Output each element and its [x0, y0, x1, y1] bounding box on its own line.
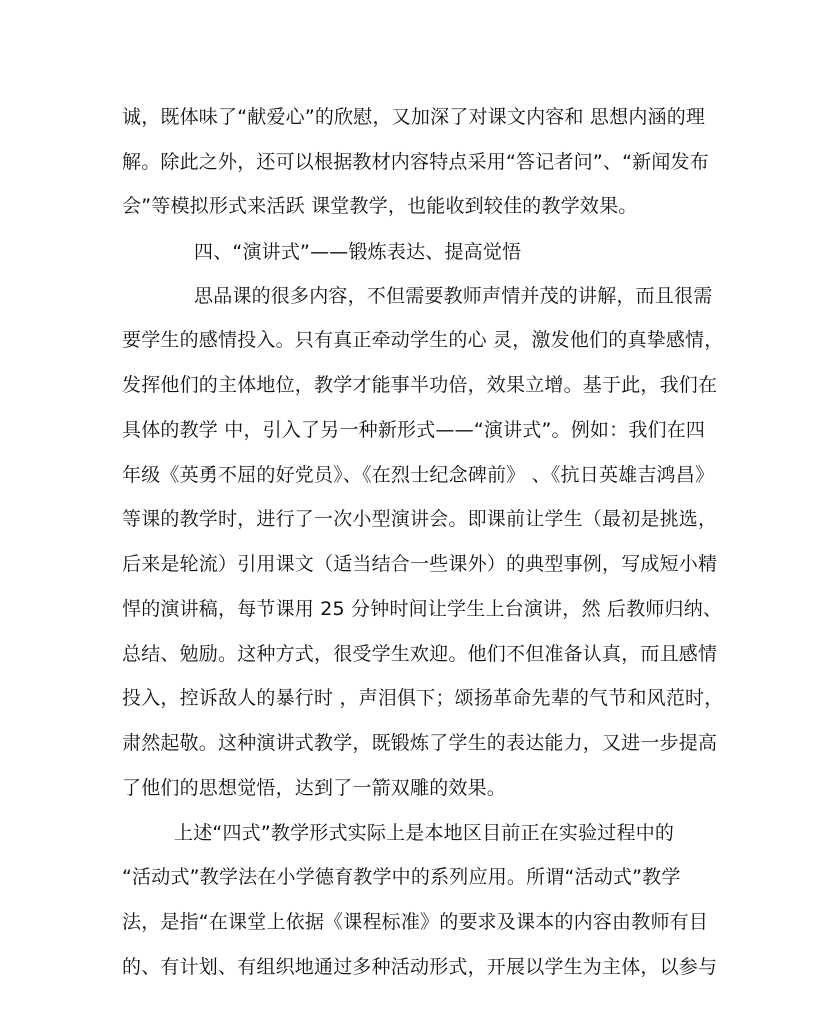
text-line: 后来是轮流）引用课文（适当结合一些课外）的典型事例，写成短小精 — [122, 553, 718, 575]
text-line: 解。除此之外，还可以根据教材内容特点采用“答记者问”、“新闻发布 — [122, 151, 709, 173]
text-line: 诚，既体味了“献爱心”的欣慰，又加深了对课文内容和 思想内涵的理 — [122, 106, 706, 128]
text-line: 年级《英勇不屈的好党员》、《在烈士纪念碑前》 、《抗日英雄吉鸿昌》 — [122, 464, 715, 486]
text-line: 上述“四式”教学形式实际上是本地区目前正在实验过程中的 — [174, 822, 675, 844]
text-line: 思品课的很多内容，不但需要教师声情并茂的讲解，而且很需 — [194, 285, 713, 307]
text-line: 肃然起敬。这种演讲式教学，既锻炼了学生的表达能力，又进一步提高 — [122, 732, 718, 754]
text-line: 法，是指“在课堂上依据《课程标准》的要求及课本的内容由教师有目 — [122, 911, 709, 933]
text-line: 具体的教学 中，引入了另一种新形式——“演讲式”。例如：我们在四 — [122, 419, 706, 441]
text-line: 悍的演讲稿，每节课用 25 分钟时间让学生上台演讲，然 后教师归纳、 — [122, 598, 723, 620]
section-heading: 四、“演讲式”——锻炼表达、提高觉悟 — [194, 241, 522, 263]
text-line: 要学生的感情投入。只有真正牵动学生的心 灵，激发他们的真挚感情， — [122, 329, 724, 351]
text-line: 总结、勉励。这种方式，很受学生欢迎。他们不但准备认真，而且感情 — [122, 643, 718, 665]
text-line: 等课的教学时，进行了一次小型演讲会。即课前让学生（最初是挑选， — [122, 508, 718, 530]
text-line: 会”等模拟形式来活跃 课堂教学，也能收到较佳的教学效果。 — [122, 195, 638, 217]
text-line: 了他们的思想觉悟，达到了一箭双雕的效果。 — [122, 777, 507, 799]
text-line: 投入，控诉敌人的暴行时 ，声泪俱下；颂扬革命先辈的气节和风范时， — [122, 687, 724, 709]
text-line: 的、有计划、有组织地通过多种活动形式，开展以学生为主体，以参与 — [122, 956, 718, 978]
text-line: “活动式”教学法在小学德育教学中的系列应用。所谓“活动式”教学 — [122, 866, 681, 888]
text-line: 发挥他们的主体地位，教学才能事半功倍，效果立增。基于此，我们在 — [122, 374, 718, 396]
